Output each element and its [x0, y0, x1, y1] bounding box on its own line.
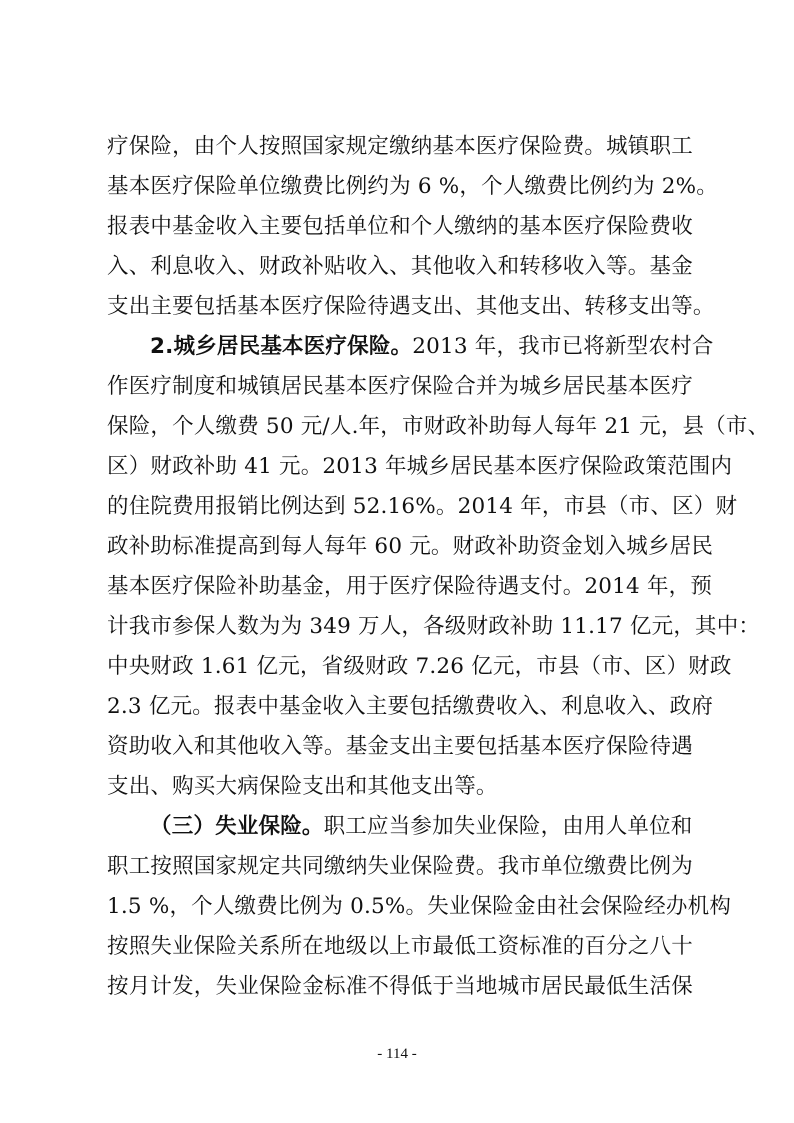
section-first-line-text: 职工应当参加失业保险，由用人单位和: [323, 814, 693, 839]
text-line: 基本医疗保险补助基金，用于医疗保险待遇支付。2014 年，预: [107, 574, 713, 599]
text-line: 中央财政 1.61 亿元，省级财政 7.26 亿元，市县（市、区）财政: [107, 654, 732, 679]
text-line: 疗保险，由个人按照国家规定缴纳基本医疗保险费。城镇职工: [107, 134, 693, 159]
text-line: 按月计发，失业保险金标准不得低于当地城市居民最低生活保: [107, 974, 693, 999]
text-line: 计我市参保人数为为 349 万人，各级财政补助 11.17 亿元，其中：: [107, 614, 761, 639]
text-line: 1.5 %，个人缴费比例为 0.5%。失业保险金由社会保险经办机构: [107, 894, 732, 919]
text-line: 支出主要包括基本医疗保险待遇支出、其他支出、转移支出等。: [107, 294, 715, 319]
text-line: 资助收入和其他收入等。基金支出主要包括基本医疗保险待遇: [107, 734, 693, 759]
text-line: 政补助标准提高到每人每年 60 元。财政补助资金划入城乡居民: [107, 534, 714, 559]
section-heading: （三）失业保险。: [150, 814, 324, 839]
section-heading: 2.城乡居民基本医疗保险。: [150, 334, 413, 359]
text-line: 报表中基金收入主要包括单位和个人缴纳的基本医疗保险费收: [107, 214, 693, 239]
section-first-line: [150, 807, 693, 847]
text-line: 职工按照国家规定共同缴纳失业保险费。我市单位缴费比例为: [107, 854, 693, 879]
text-line: 区）财政补助 41 元。2013 年城乡居民基本医疗保险政策范围内: [107, 454, 733, 479]
text-line: 基本医疗保险单位缴费比例约为 6 %，个人缴费比例约为 2%。: [107, 174, 718, 199]
text-line: 入、利息收入、财政补贴收入、其他收入和转移收入等。基金: [107, 254, 693, 279]
text-line: 保险，个人缴费 50 元/人.年，市财政补助每人每年 21 元，县（市、: [107, 414, 770, 439]
text-line: 按照失业保险关系所在地级以上市最低工资标准的百分之八十: [107, 934, 693, 959]
text-line: 支出、购买大病保险支出和其他支出等。: [107, 774, 498, 799]
text-line: 作医疗制度和城镇居民基本医疗保险合并为城乡居民基本医疗: [107, 374, 693, 399]
page-number: - 114 -: [377, 1046, 417, 1062]
text-line: 的住院费用报销比例达到 52.16%。2014 年，市县（市、区）财: [107, 494, 738, 519]
section-first-line: [150, 327, 714, 367]
section-first-line-text: 2013 年，我市已将新型农村合: [412, 334, 714, 359]
text-line: 2.3 亿元。报表中基金收入主要包括缴费收入、利息收入、政府: [107, 694, 714, 719]
